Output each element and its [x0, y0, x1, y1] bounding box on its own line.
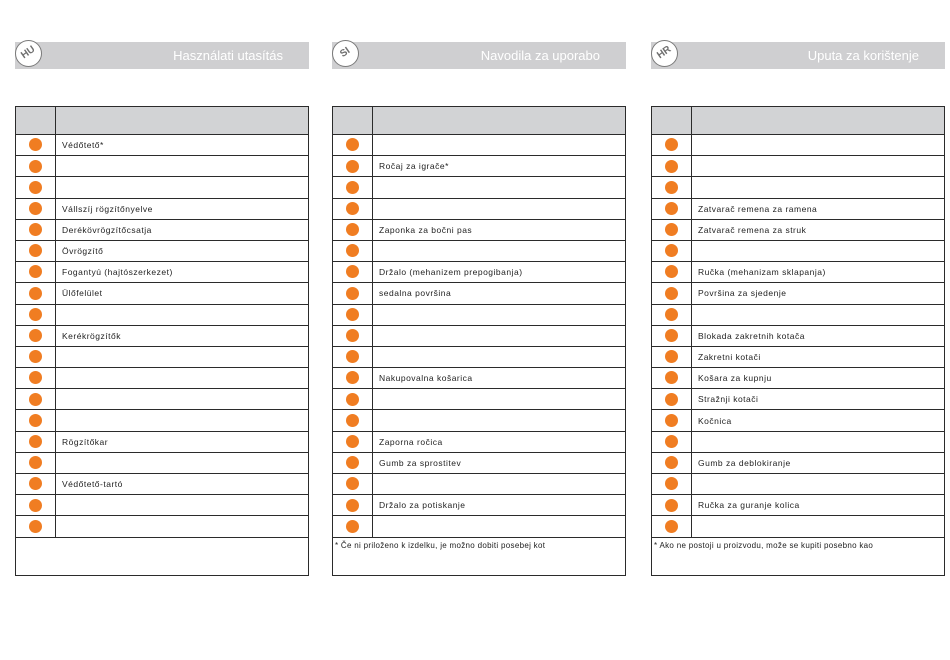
table-row — [652, 452, 945, 473]
orange-bullet-icon — [29, 329, 42, 342]
part-number-cell — [652, 135, 692, 156]
orange-bullet-icon — [346, 160, 359, 173]
orange-bullet-icon — [665, 477, 678, 490]
table-row — [652, 516, 945, 537]
footnote-text: * Če ni priloženo k izdelku, je možno dobiti posebej kot — [333, 537, 626, 575]
part-label: Držalo (mehanizem prepogibanja) — [373, 262, 626, 283]
part-label: Ručka za guranje kolica — [692, 495, 945, 516]
orange-bullet-icon — [346, 499, 359, 512]
part-label — [373, 177, 626, 198]
orange-bullet-icon — [29, 265, 42, 278]
part-number-cell — [333, 368, 373, 389]
orange-bullet-icon — [29, 393, 42, 406]
part-label — [56, 452, 309, 473]
footnote-row — [652, 537, 945, 575]
table-row — [333, 283, 626, 304]
table-row — [16, 304, 309, 325]
part-label — [692, 516, 945, 537]
orange-bullet-icon — [665, 393, 678, 406]
table-row — [16, 283, 309, 304]
table-row — [16, 135, 309, 156]
table-row — [333, 262, 626, 283]
table-row — [333, 389, 626, 410]
orange-bullet-icon — [665, 160, 678, 173]
part-number-cell — [652, 325, 692, 346]
part-number-cell — [16, 474, 56, 495]
table-row — [652, 177, 945, 198]
part-number-cell — [333, 177, 373, 198]
orange-bullet-icon — [29, 477, 42, 490]
table-row — [16, 325, 309, 346]
table-row — [333, 474, 626, 495]
orange-bullet-icon — [346, 308, 359, 321]
part-number-cell — [16, 431, 56, 452]
part-label: Držalo za potiskanje — [373, 495, 626, 516]
part-number-cell — [16, 177, 56, 198]
orange-bullet-icon — [346, 371, 359, 384]
table-row — [333, 325, 626, 346]
table-row — [333, 452, 626, 473]
part-label — [56, 177, 309, 198]
part-label: Zatvarač remena za struk — [692, 219, 945, 240]
header-number-cell — [333, 107, 373, 135]
part-number-cell — [333, 135, 373, 156]
table-row — [16, 452, 309, 473]
table-row — [333, 368, 626, 389]
part-label: Košara za kupnju — [692, 368, 945, 389]
orange-bullet-icon — [29, 244, 42, 257]
orange-bullet-icon — [346, 202, 359, 215]
part-label — [56, 516, 309, 537]
part-label: Rögzítőkar — [56, 431, 309, 452]
part-number-cell — [16, 368, 56, 389]
table-row — [652, 219, 945, 240]
table-row — [333, 431, 626, 452]
part-label — [373, 198, 626, 219]
table-row — [16, 495, 309, 516]
orange-bullet-icon — [665, 414, 678, 427]
orange-bullet-icon — [346, 350, 359, 363]
table-row — [652, 389, 945, 410]
part-label — [692, 135, 945, 156]
part-label: Zatvarač remena za ramena — [692, 198, 945, 219]
table-row — [16, 177, 309, 198]
part-label: Ručka (mehanizam sklapanja) — [692, 262, 945, 283]
orange-bullet-icon — [665, 287, 678, 300]
part-label — [56, 410, 309, 431]
orange-bullet-icon — [346, 520, 359, 533]
part-number-cell — [333, 516, 373, 537]
orange-bullet-icon — [665, 202, 678, 215]
part-number-cell — [333, 389, 373, 410]
language-banner — [332, 42, 626, 69]
part-label — [373, 135, 626, 156]
table-row — [333, 495, 626, 516]
part-label: Védőtető-tartó — [56, 474, 309, 495]
language-code-label: HR — [655, 43, 674, 62]
part-label: Kerékrögzítők — [56, 325, 309, 346]
part-number-cell — [652, 452, 692, 473]
table-row — [652, 240, 945, 261]
part-number-cell — [652, 262, 692, 283]
orange-bullet-icon — [346, 414, 359, 427]
part-label: Védőtető* — [56, 135, 309, 156]
header-number-cell — [16, 107, 56, 135]
part-number-cell — [652, 389, 692, 410]
part-label: Zakretni kotači — [692, 346, 945, 367]
language-banner — [651, 42, 945, 69]
orange-bullet-icon — [29, 350, 42, 363]
part-number-cell — [333, 304, 373, 325]
table-row — [652, 474, 945, 495]
orange-bullet-icon — [29, 287, 42, 300]
orange-bullet-icon — [29, 435, 42, 448]
footnote-text — [16, 537, 309, 575]
part-label: Stražnji kotači — [692, 389, 945, 410]
part-number-cell — [652, 177, 692, 198]
part-label: Zaponka za bočni pas — [373, 219, 626, 240]
header-label-cell — [56, 107, 309, 135]
orange-bullet-icon — [665, 499, 678, 512]
table-row — [333, 135, 626, 156]
part-number-cell — [652, 368, 692, 389]
part-label: Ročaj za igrače* — [373, 156, 626, 177]
footnote-text: * Ako ne postoji u proizvodu, može se kupiti posebno kao — [652, 537, 945, 575]
orange-bullet-icon — [665, 350, 678, 363]
orange-bullet-icon — [665, 223, 678, 236]
part-number-cell — [16, 262, 56, 283]
part-number-cell — [16, 410, 56, 431]
part-label — [373, 346, 626, 367]
orange-bullet-icon — [346, 138, 359, 151]
part-label — [692, 156, 945, 177]
part-number-cell — [16, 219, 56, 240]
orange-bullet-icon — [29, 371, 42, 384]
language-banner — [15, 42, 309, 69]
part-label — [692, 431, 945, 452]
part-number-cell — [333, 495, 373, 516]
part-number-cell — [652, 346, 692, 367]
orange-bullet-icon — [29, 138, 42, 151]
part-number-cell — [16, 156, 56, 177]
part-number-cell — [333, 240, 373, 261]
orange-bullet-icon — [29, 308, 42, 321]
part-number-cell — [333, 198, 373, 219]
table-row — [652, 283, 945, 304]
part-label — [692, 240, 945, 261]
footnote-row — [16, 537, 309, 575]
banner-title: Uputa za korištenje — [807, 48, 919, 63]
part-number-cell — [652, 198, 692, 219]
table-row — [16, 156, 309, 177]
part-label — [56, 495, 309, 516]
table-row — [16, 262, 309, 283]
part-label: Vállszíj rögzítőnyelve — [56, 198, 309, 219]
part-label: Fogantyú (hajtószerkezet) — [56, 262, 309, 283]
part-number-cell — [333, 325, 373, 346]
part-label — [373, 389, 626, 410]
parts-table — [651, 106, 945, 576]
part-label — [692, 177, 945, 198]
part-number-cell — [16, 389, 56, 410]
orange-bullet-icon — [346, 393, 359, 406]
footnote-row — [333, 537, 626, 575]
table-row — [652, 346, 945, 367]
part-label: Ülőfelület — [56, 283, 309, 304]
table-row — [333, 304, 626, 325]
table-row — [333, 219, 626, 240]
orange-bullet-icon — [665, 456, 678, 469]
part-label — [373, 240, 626, 261]
part-label: Blokada zakretnih kotača — [692, 325, 945, 346]
language-code-badge — [15, 40, 42, 67]
part-label — [373, 410, 626, 431]
part-number-cell — [16, 346, 56, 367]
part-number-cell — [333, 452, 373, 473]
orange-bullet-icon — [29, 499, 42, 512]
table-row — [16, 474, 309, 495]
part-label: sedalna površina — [373, 283, 626, 304]
header-number-cell — [652, 107, 692, 135]
part-number-cell — [16, 304, 56, 325]
table-row — [16, 368, 309, 389]
orange-bullet-icon — [346, 456, 359, 469]
table-row — [652, 431, 945, 452]
banner-title: Használati utasítás — [173, 48, 283, 63]
part-label — [373, 474, 626, 495]
table-row — [16, 516, 309, 537]
table-row — [652, 495, 945, 516]
part-label — [692, 474, 945, 495]
part-number-cell — [16, 516, 56, 537]
orange-bullet-icon — [29, 160, 42, 173]
part-number-cell — [16, 240, 56, 261]
banner-title: Navodila za uporabo — [480, 48, 600, 63]
table-row — [652, 368, 945, 389]
table-row — [652, 304, 945, 325]
part-number-cell — [652, 474, 692, 495]
part-label — [373, 304, 626, 325]
part-label: Gumb za sprostitev — [373, 452, 626, 473]
part-number-cell — [652, 240, 692, 261]
language-code-label: SI — [338, 45, 353, 60]
part-label — [373, 325, 626, 346]
orange-bullet-icon — [346, 265, 359, 278]
language-code-label: HU — [19, 43, 38, 62]
part-number-cell — [652, 516, 692, 537]
part-label: Kočnica — [692, 410, 945, 431]
table-row — [652, 325, 945, 346]
orange-bullet-icon — [29, 202, 42, 215]
part-number-cell — [333, 283, 373, 304]
part-number-cell — [652, 156, 692, 177]
part-number-cell — [333, 156, 373, 177]
orange-bullet-icon — [346, 477, 359, 490]
part-label — [56, 346, 309, 367]
part-number-cell — [652, 431, 692, 452]
part-number-cell — [333, 410, 373, 431]
table-row — [16, 219, 309, 240]
orange-bullet-icon — [665, 181, 678, 194]
table-row — [333, 346, 626, 367]
part-number-cell — [652, 495, 692, 516]
table-row — [16, 346, 309, 367]
part-number-cell — [333, 219, 373, 240]
orange-bullet-icon — [346, 435, 359, 448]
table-row — [652, 198, 945, 219]
part-label — [692, 304, 945, 325]
table-row — [333, 516, 626, 537]
table-header-row — [333, 107, 626, 135]
orange-bullet-icon — [665, 308, 678, 321]
orange-bullet-icon — [346, 181, 359, 194]
orange-bullet-icon — [665, 265, 678, 278]
orange-bullet-icon — [665, 138, 678, 151]
part-number-cell — [333, 474, 373, 495]
table-row — [16, 431, 309, 452]
language-code-badge — [651, 40, 678, 67]
part-label: Derékövrögzítőcsatja — [56, 219, 309, 240]
orange-bullet-icon — [346, 287, 359, 300]
part-number-cell — [16, 198, 56, 219]
part-number-cell — [333, 346, 373, 367]
table-row — [16, 410, 309, 431]
part-label: Övrögzítő — [56, 240, 309, 261]
table-row — [16, 198, 309, 219]
part-number-cell — [333, 262, 373, 283]
table-row — [333, 198, 626, 219]
orange-bullet-icon — [665, 520, 678, 533]
language-code-badge — [332, 40, 359, 67]
orange-bullet-icon — [665, 329, 678, 342]
part-label: Nakupovalna košarica — [373, 368, 626, 389]
table-row — [652, 156, 945, 177]
orange-bullet-icon — [665, 244, 678, 257]
part-number-cell — [333, 431, 373, 452]
part-number-cell — [16, 283, 56, 304]
orange-bullet-icon — [29, 456, 42, 469]
parts-table — [332, 106, 626, 576]
table-row — [16, 389, 309, 410]
part-number-cell — [652, 219, 692, 240]
part-label — [56, 389, 309, 410]
parts-table — [15, 106, 309, 576]
part-number-cell — [16, 452, 56, 473]
table-header-row — [16, 107, 309, 135]
part-label: Površina za sjedenje — [692, 283, 945, 304]
orange-bullet-icon — [29, 520, 42, 533]
table-row — [652, 262, 945, 283]
part-number-cell — [652, 410, 692, 431]
part-number-cell — [652, 304, 692, 325]
orange-bullet-icon — [29, 223, 42, 236]
part-label — [56, 156, 309, 177]
header-label-cell — [373, 107, 626, 135]
table-row — [333, 177, 626, 198]
part-number-cell — [16, 135, 56, 156]
orange-bullet-icon — [29, 414, 42, 427]
table-row — [652, 410, 945, 431]
orange-bullet-icon — [665, 435, 678, 448]
table-header-row — [652, 107, 945, 135]
table-row — [333, 156, 626, 177]
part-number-cell — [652, 283, 692, 304]
orange-bullet-icon — [29, 181, 42, 194]
table-row — [333, 410, 626, 431]
part-number-cell — [16, 325, 56, 346]
table-row — [652, 135, 945, 156]
header-label-cell — [692, 107, 945, 135]
table-row — [333, 240, 626, 261]
part-label — [56, 368, 309, 389]
part-label: Gumb za deblokiranje — [692, 452, 945, 473]
table-row — [16, 240, 309, 261]
orange-bullet-icon — [346, 223, 359, 236]
part-label: Zaporna ročica — [373, 431, 626, 452]
orange-bullet-icon — [346, 329, 359, 342]
orange-bullet-icon — [346, 244, 359, 257]
part-number-cell — [16, 495, 56, 516]
part-label — [373, 516, 626, 537]
orange-bullet-icon — [665, 371, 678, 384]
part-label — [56, 304, 309, 325]
